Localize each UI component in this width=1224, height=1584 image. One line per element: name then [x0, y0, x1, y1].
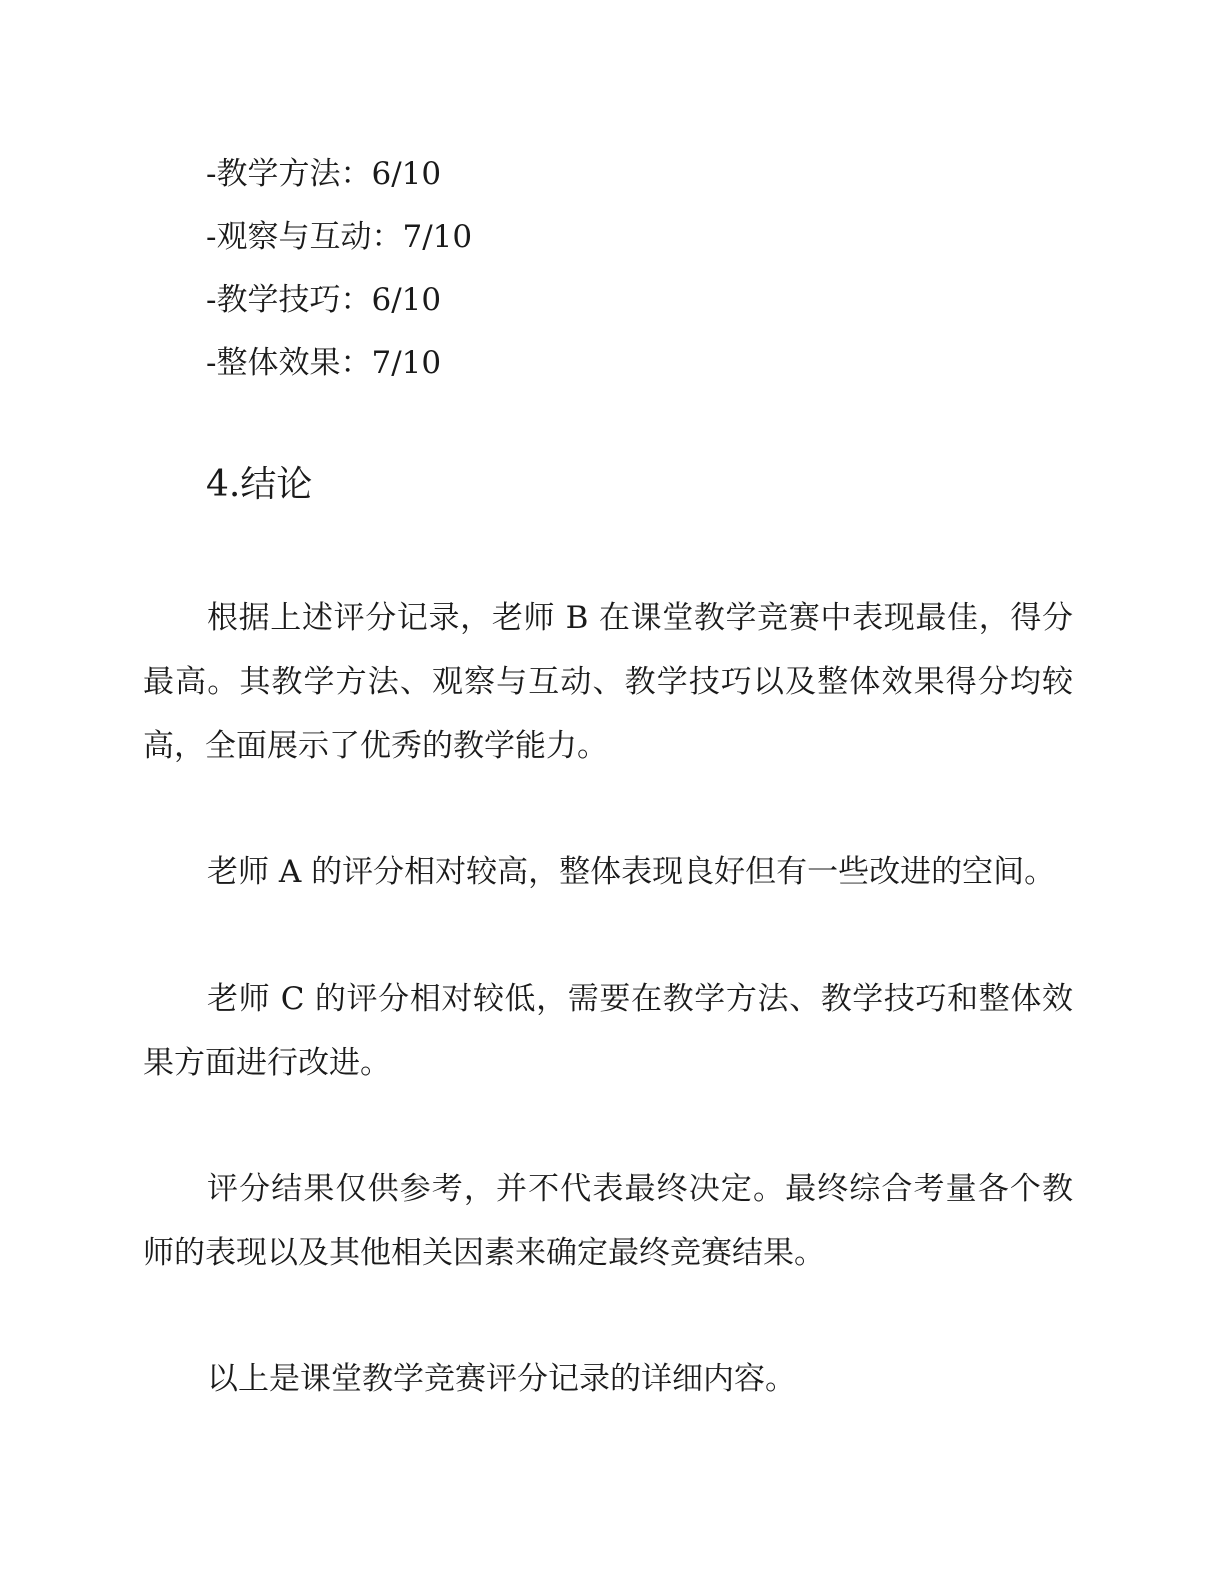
paragraph-closing: 以上是课堂教学竞赛评分记录的详细内容。	[207, 1361, 796, 1397]
score-item-overall-effect: -整体效果：7/10	[206, 345, 442, 381]
paragraph-disclaimer: 评分结果仅供参考，并不代表最终决定。最终综合考量各个教师的表现以及其他相关因素来确定最终竞赛结果。	[143, 1171, 1073, 1271]
score-item-teaching-skills: -教学技巧：6/10	[206, 282, 442, 318]
paragraph-teacher-a: 老师 A 的评分相对较高，整体表现良好但有一些改进的空间。	[207, 854, 1056, 890]
section-heading-conclusion: 4.结论	[206, 464, 313, 505]
paragraph-teacher-c: 老师 C 的评分相对较低，需要在教学方法、教学技巧和整体效果方面进行改进。	[143, 981, 1073, 1081]
score-item-observation-interaction: -观察与互动：7/10	[206, 219, 473, 255]
paragraph-teacher-b: 根据上述评分记录，老师 B 在课堂教学竞赛中表现最佳，得分最高。其教学方法、观察与互动、教学技巧以及整体效果得分均较高，全面展示了优秀的教学能力。	[143, 600, 1073, 764]
score-item-teaching-method: -教学方法：6/10	[206, 156, 442, 192]
